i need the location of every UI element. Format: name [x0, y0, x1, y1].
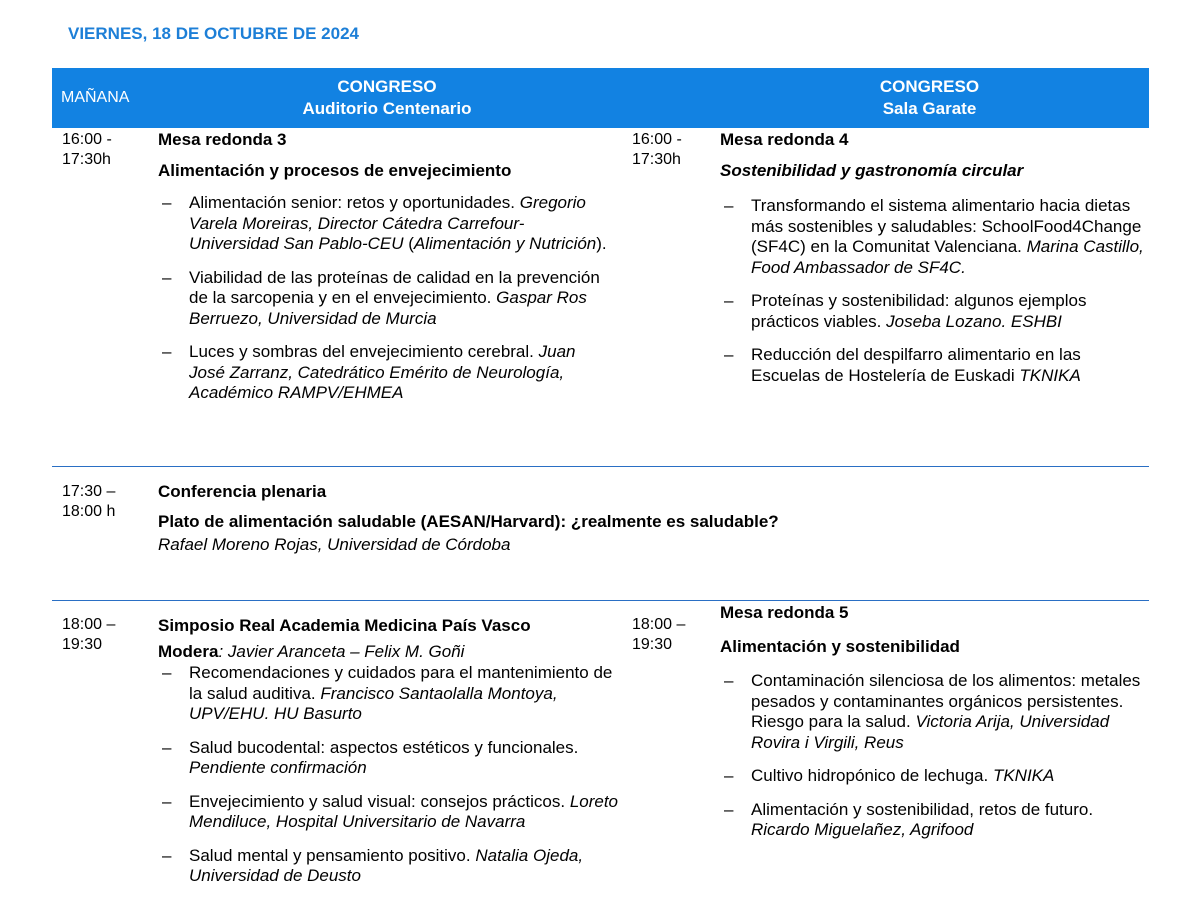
item-text: Salud mental y pensamiento positivo. [189, 845, 471, 865]
section-divider [52, 600, 1149, 601]
mesa-redonda-5 [720, 603, 1148, 841]
header-garate-line1: CONGRESO [879, 77, 980, 96]
session1-left-time [62, 130, 112, 170]
item-speaker: Francisco Santaolalla Montoya, UPV/EHU. HU Basurto [189, 683, 558, 723]
moderator-label: Modera [158, 642, 219, 661]
dash-bullet: – [724, 291, 734, 310]
dash-bullet: – [162, 193, 172, 212]
session2-time [62, 482, 115, 522]
session3-right-time [632, 615, 685, 655]
list-item [158, 792, 620, 833]
plenary-speaker: Rafael Moreno Rojas, Universidad de Córdoba [158, 535, 511, 554]
item-text: Viabilidad de las proteínas de calidad en la prevención de la sarcopenia y en el envejecimiento. [189, 267, 600, 307]
dash-bullet: – [724, 799, 734, 819]
item-text: Transformando el sistema alimentario hacia dietas más sostenibles y saludables: SchoolFood4Change (SF4C) en la Comunitat Valenciana. [751, 196, 1142, 256]
item-speaker: TKNIKA [1019, 365, 1081, 385]
item-text: Alimentación senior: retos y oportunidades. [189, 193, 516, 212]
item-speaker: Joseba Lozano. ESHBI [886, 311, 1062, 331]
item-text: Envejecimiento y salud visual: consejos prácticos. [189, 791, 566, 811]
session-title: Conferencia plenaria [158, 482, 327, 501]
session-subtitle: Alimentación y sostenibilidad [720, 637, 960, 656]
time-line: 19:30 [62, 636, 103, 653]
list-item [720, 766, 1148, 787]
dash-bullet: – [162, 737, 172, 757]
list-item [720, 800, 1148, 841]
time-line: 17:30h [62, 151, 111, 168]
item-text: Proteínas y sostenibilidad: algunos ejemplos prácticos viables. [751, 291, 1087, 331]
item-paren: ). [596, 234, 607, 253]
header-manana: MAÑANA [61, 89, 130, 106]
item-speaker: Victoria Arija, Universidad Rovira i Virgili, Reus [751, 712, 1110, 752]
list-item [720, 671, 1148, 753]
item-text: Reducción del despilfarro alimentario en las Escuelas de Hostelería de Euskadi [751, 345, 1081, 385]
item-text: Cultivo hidropónico de lechuga. [751, 766, 989, 785]
dash-bullet: – [162, 791, 172, 811]
header-auditorio-line1: CONGRESO [337, 77, 437, 96]
list-item [158, 342, 613, 404]
item-speaker: Gaspar Ros Berruezo, Universidad de Murcia [189, 288, 587, 328]
time-line: 17:30 – [62, 483, 116, 500]
item-speaker: Gregorio Varela Moreiras, Director Cátedra Carrefour- Universidad San Pablo-CEU [189, 193, 586, 253]
item-paren: ( [408, 234, 414, 253]
dash-bullet: – [724, 766, 734, 785]
item-speaker: Pendiente confirmación [189, 758, 367, 777]
dash-bullet: – [724, 196, 734, 215]
header-garate [707, 68, 1152, 128]
item-text: Recomendaciones y cuidados para el mantenimiento de la salud auditiva. [189, 663, 613, 703]
session-subtitle: Alimentación y procesos de envejecimiento [158, 161, 512, 180]
time-line: 16:00 - [632, 131, 682, 148]
item-text: Contaminación silenciosa de los alimentos: metales pesados y contaminantes orgánicos persistentes. Riesgo para la salud. [751, 671, 1141, 731]
list-item [158, 663, 620, 725]
dash-bullet: – [724, 345, 734, 364]
moderator-line [158, 642, 620, 662]
session-subtitle: Plato de alimentación saludable (AESAN/Harvard): ¿realmente es saludable? [158, 512, 779, 531]
header-auditorio [162, 68, 612, 128]
header-garate-line2: Sala Garate [882, 99, 977, 118]
list-item [720, 345, 1148, 386]
time-line: 18:00 – [62, 616, 116, 633]
session-title: Mesa redonda 3 [158, 130, 287, 149]
dash-bullet: – [162, 845, 172, 865]
time-line: 18:00 h [62, 503, 116, 520]
item-speaker: Natalia Ojeda, Universidad de Deusto [189, 845, 584, 885]
item-affiliation: Alimentación y Nutrición [413, 234, 597, 253]
list-item [158, 846, 620, 887]
item-speaker: Ricardo Miguelañez, Agrifood [751, 820, 974, 839]
conferencia-plenaria [158, 482, 1148, 555]
time-line: 16:00 - [62, 131, 112, 148]
list-item [158, 268, 613, 330]
session-title: Mesa redonda 4 [720, 130, 849, 149]
item-text: Alimentación y sostenibilidad, retos de futuro. [751, 799, 1094, 819]
dash-bullet: – [162, 663, 172, 682]
item-speaker: Loreto Mendiluce, Hospital Universitario de Navarra [189, 791, 619, 831]
item-text: Luces y sombras del envejecimiento cerebral. [189, 342, 534, 361]
header-auditorio-line2: Auditorio Centenario [302, 99, 472, 118]
list-item [158, 193, 613, 255]
simposio-ramp [158, 616, 620, 887]
time-line: 18:00 – [632, 616, 686, 633]
schedule-header [52, 68, 1149, 128]
time-line: 19:30 [632, 636, 673, 653]
time-line: 17:30h [632, 151, 681, 168]
session-title: Simposio Real Academia Medicina País Vasco [158, 616, 531, 635]
list-item [158, 738, 620, 779]
list-item [720, 291, 1148, 332]
mesa-redonda-4 [720, 130, 1148, 386]
item-speaker: TKNIKA [992, 766, 1055, 785]
mesa-redonda-3 [158, 130, 613, 404]
session3-left-time [62, 615, 115, 655]
page-date: VIERNES, 18 DE OCTUBRE DE 2024 [68, 24, 359, 43]
item-speaker: Marina Castillo, Food Ambassador de SF4C. [751, 237, 1144, 277]
dash-bullet: – [162, 267, 172, 287]
dash-bullet: – [724, 671, 734, 690]
session-title: Mesa redonda 5 [720, 603, 849, 622]
moderator-names: : Javier Aranceta – Felix M. Goñi [218, 642, 465, 661]
dash-bullet: – [162, 342, 172, 361]
list-item [720, 196, 1148, 278]
item-text: Salud bucodental: aspectos estéticos y funcionales. [189, 737, 579, 757]
item-speaker: Juan José Zarranz, Catedrático Emérito de Neurología, Académico RAMPV/EHMEA [189, 342, 576, 402]
session-subtitle: Sostenibilidad y gastronomía circular [720, 161, 1024, 180]
session1-right-time [632, 130, 682, 170]
section-divider [52, 466, 1149, 467]
